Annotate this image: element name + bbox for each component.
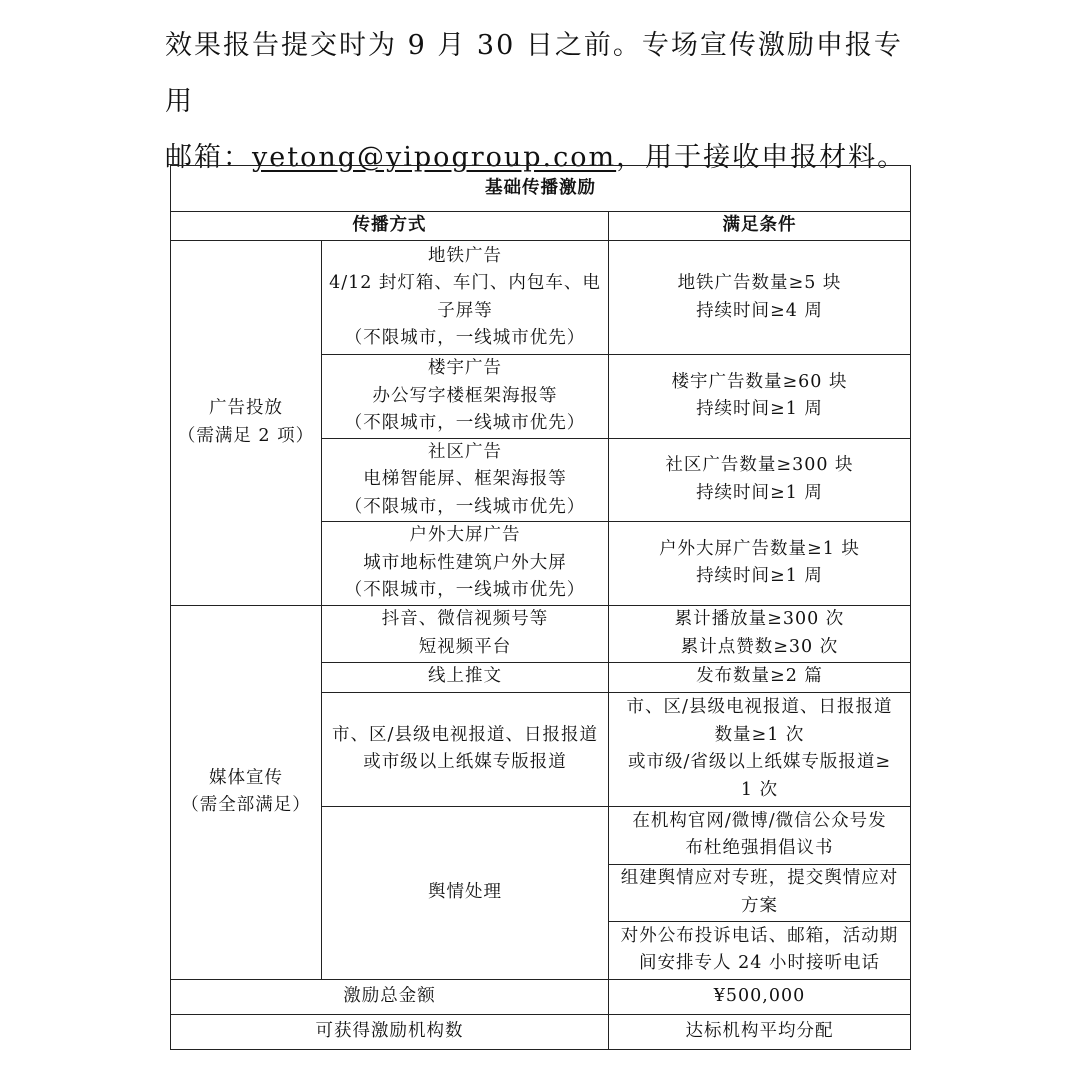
method-cell: 楼宇广告 办公写字楼框架海报等 （不限城市，一线城市优先） (322, 355, 609, 439)
table-title: 基础传播激励 (171, 166, 911, 212)
condition-cell: 地铁广告数量≥5 块 持续时间≥4 周 (609, 241, 911, 355)
total-label: 激励总金额 (171, 979, 609, 1014)
method-cell: 地铁广告 4/12 封灯箱、车门、内包车、电子屏等 （不限城市，一线城市优先） (322, 241, 609, 355)
condition-cell: 组建舆情应对专班，提交舆情应对 方案 (609, 864, 911, 921)
table-row (171, 605, 911, 662)
method-cell: 舆情处理 (322, 806, 609, 979)
method-cell: 社区广告 电梯智能屏、框架海报等 （不限城市，一线城市优先） (322, 438, 609, 522)
email-prefix: 邮箱： (165, 142, 252, 173)
condition-cell: 社区广告数量≥300 块 持续时间≥1 周 (609, 438, 911, 522)
table-row-total (171, 979, 911, 1014)
count-value: 达标机构平均分配 (609, 1014, 911, 1049)
table-row (171, 241, 911, 355)
category-media: 媒体宣传 （需全部满足） (171, 605, 322, 979)
intro-paragraph (165, 18, 925, 186)
condition-cell: 发布数量≥2 篇 (609, 662, 911, 692)
category-ads: 广告投放 （需满足 2 项） (171, 241, 322, 606)
header-method: 传播方式 (171, 212, 609, 241)
email-suffix: ，用于接收申报材料。 (616, 142, 907, 173)
count-label: 可获得激励机构数 (171, 1014, 609, 1049)
condition-cell: 户外大屏广告数量≥1 块 持续时间≥1 周 (609, 522, 911, 606)
method-cell: 户外大屏广告 城市地标性建筑户外大屏 （不限城市，一线城市优先） (322, 522, 609, 606)
method-cell: 线上推文 (322, 662, 609, 692)
header-condition: 满足条件 (609, 212, 911, 241)
method-cell: 抖音、微信视频号等 短视频平台 (322, 605, 609, 662)
email-link[interactable]: yetong@yipogroup.com (252, 142, 617, 173)
incentive-table (170, 165, 911, 1050)
total-value: ¥500,000 (609, 979, 911, 1014)
condition-cell: 累计播放量≥300 次 累计点赞数≥30 次 (609, 605, 911, 662)
condition-cell: 在机构官网/微博/微信公众号发 布杜绝强捐倡议书 (609, 806, 911, 864)
intro-line-1: 效果报告提交时为 9 月 30 日之前。专场宣传激励申报专用 (165, 30, 903, 117)
condition-cell: 楼宇广告数量≥60 块 持续时间≥1 周 (609, 355, 911, 439)
method-cell: 市、区/县级电视报道、日报报道 或市级以上纸媒专版报道 (322, 692, 609, 806)
table-title-row (171, 166, 911, 212)
condition-cell: 对外公布投诉电话、邮箱，活动期 间安排专人 24 小时接听电话 (609, 921, 911, 979)
table-header-row (171, 212, 911, 241)
table-row-count (171, 1014, 911, 1049)
condition-cell: 市、区/县级电视报道、日报报道 数量≥1 次 或市级/省级以上纸媒专版报道≥ 1 次 (609, 692, 911, 806)
